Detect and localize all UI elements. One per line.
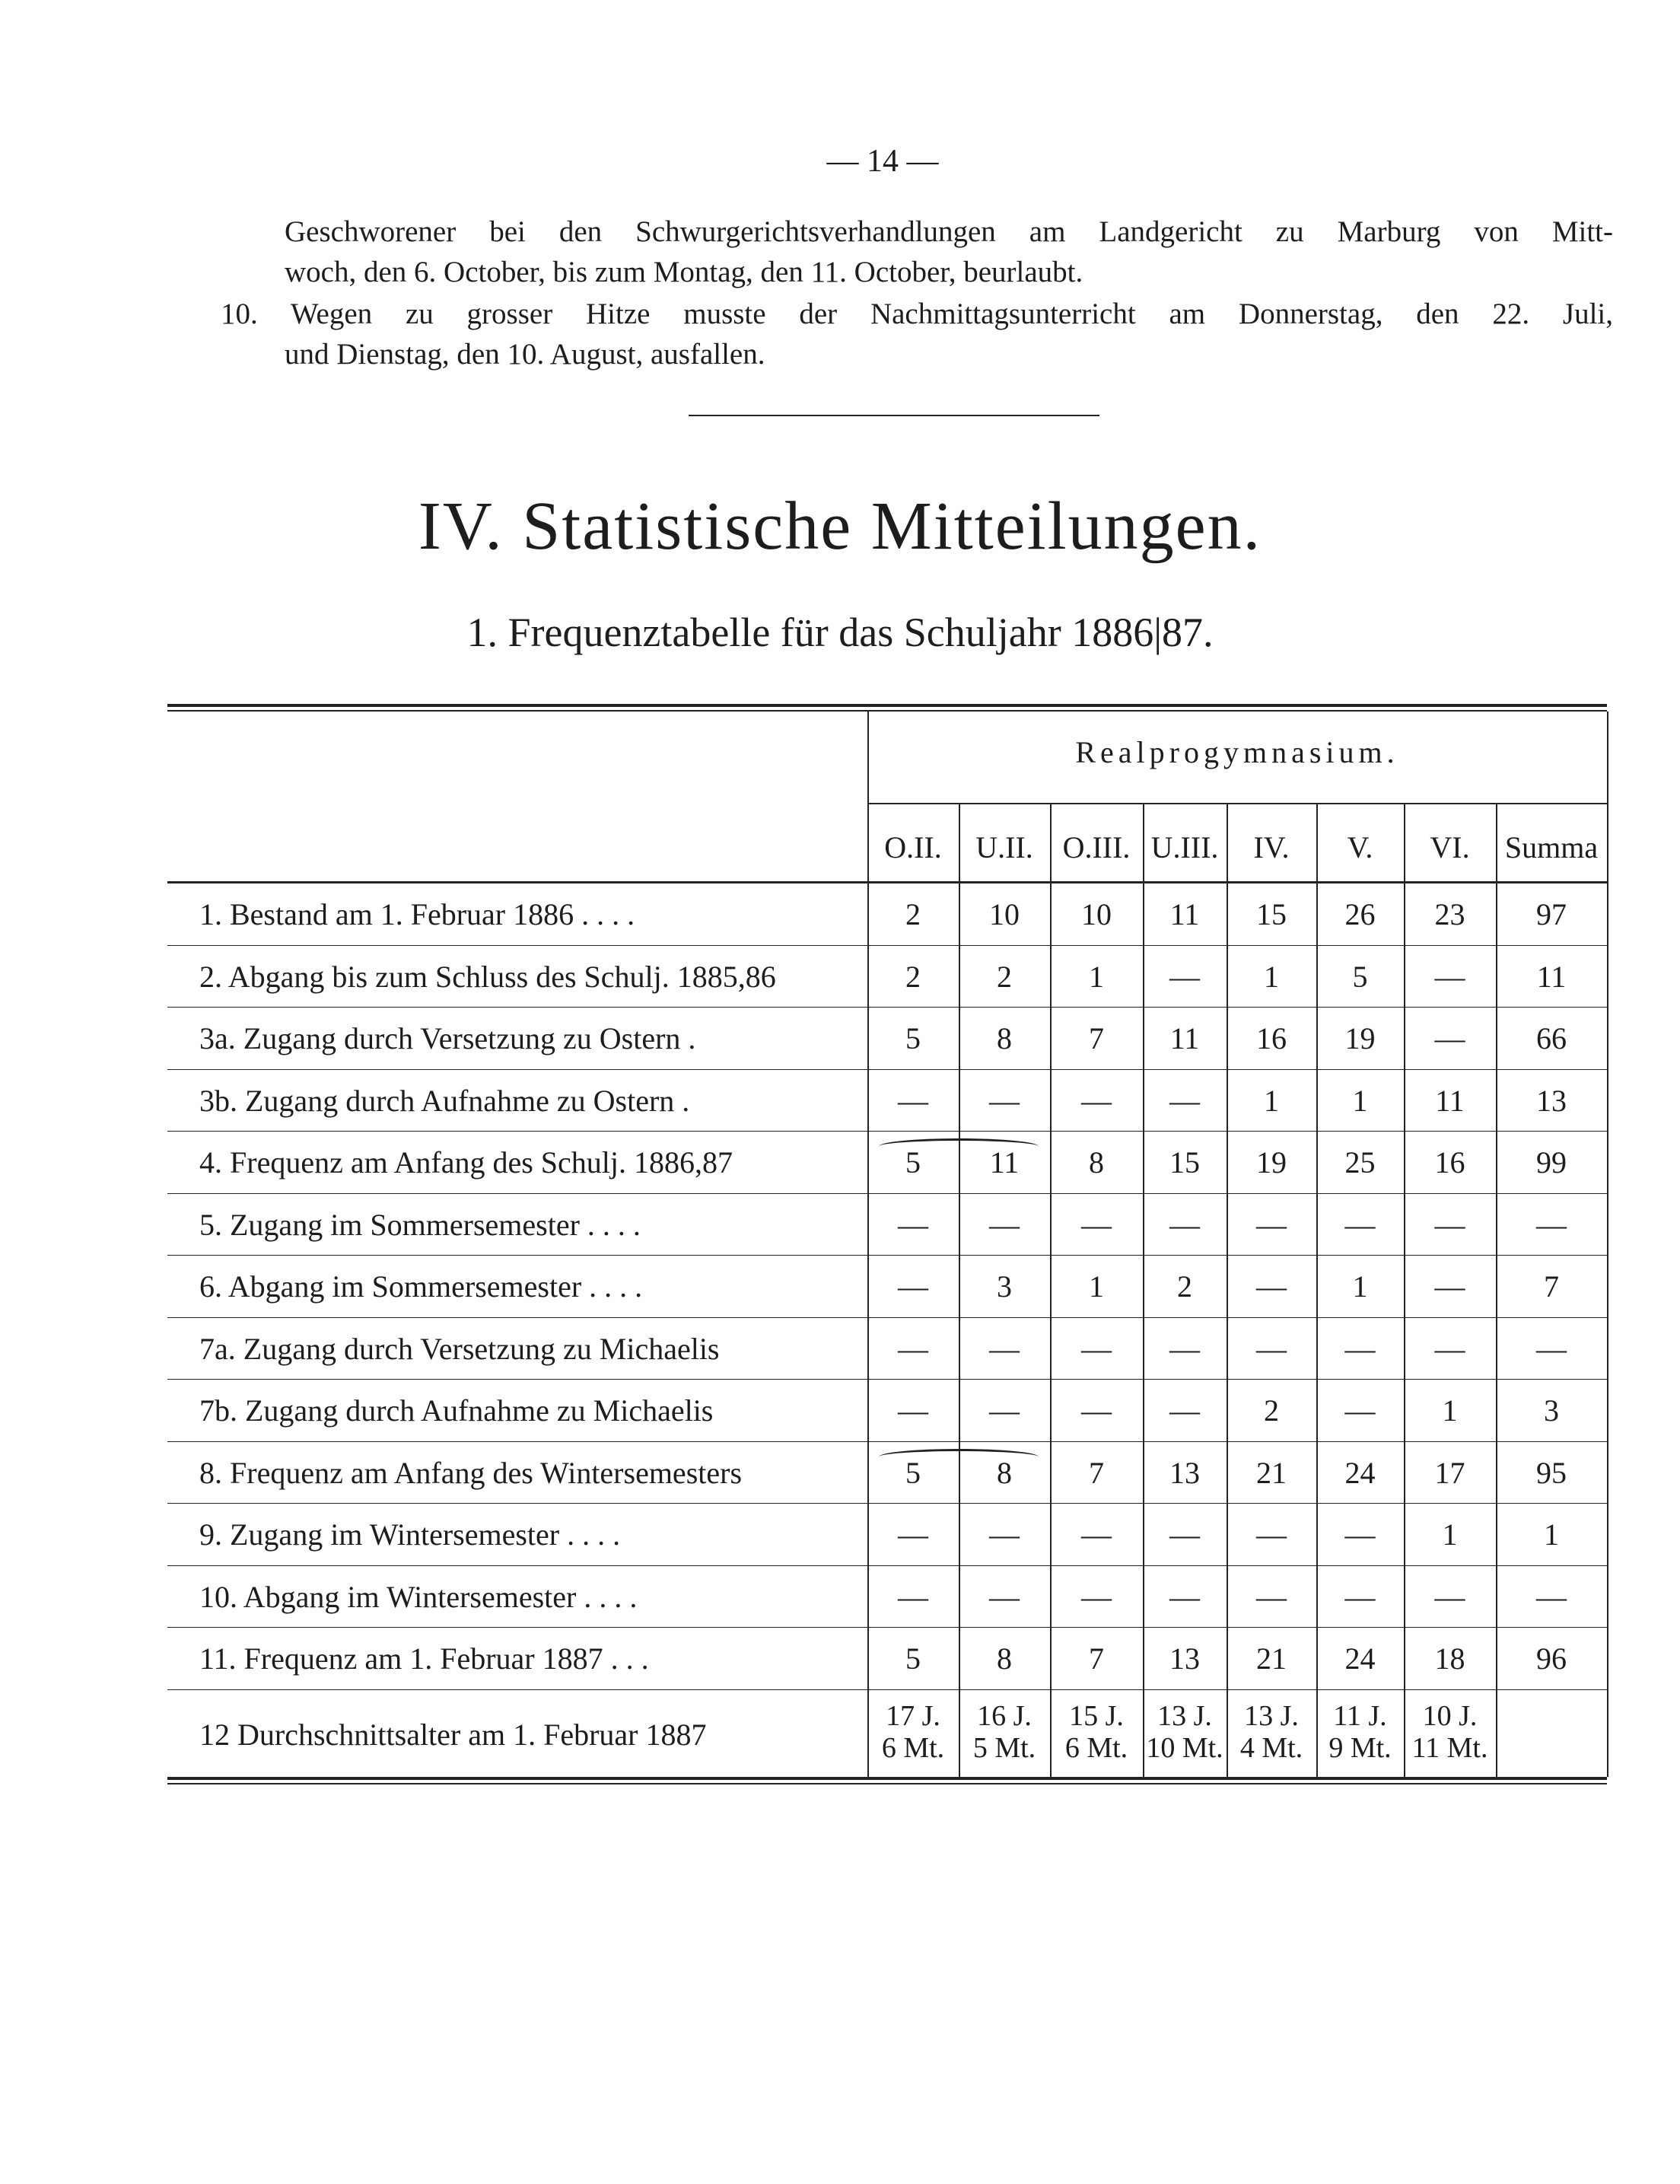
row-label: 10. Abgang im Wintersemester . . . . xyxy=(199,1579,638,1614)
table-cell: 10 xyxy=(1081,897,1112,931)
table-cell: — xyxy=(1344,1331,1376,1366)
column-header: Summa xyxy=(1504,830,1599,864)
table-cell: — xyxy=(989,1331,1020,1366)
row-label: 5. Zugang im Sommersemester . . . . xyxy=(199,1207,641,1242)
table-cell: — xyxy=(898,1269,928,1304)
table-cell: — xyxy=(1256,1517,1287,1552)
table-cell: 7 xyxy=(1089,1021,1104,1055)
age-cell xyxy=(1404,1700,1496,1764)
row-rule xyxy=(167,1069,1607,1070)
column-rule xyxy=(867,712,869,1777)
table-cell: 16 xyxy=(1434,1145,1465,1180)
table-bottom-rule xyxy=(167,1783,1607,1784)
table-cell: 95 xyxy=(1536,1455,1567,1490)
table-cell: 18 xyxy=(1434,1641,1465,1676)
table-cell: — xyxy=(1169,1579,1200,1614)
table-cell: — xyxy=(898,1517,928,1552)
table-cell: — xyxy=(1434,1021,1465,1055)
age-years: 13 J. xyxy=(1157,1699,1212,1732)
table-cell: 23 xyxy=(1434,897,1465,931)
age-cell xyxy=(1227,1700,1316,1764)
table-cell: 26 xyxy=(1344,897,1376,931)
brace-mark xyxy=(879,1449,1039,1465)
table-cell: 19 xyxy=(1344,1021,1376,1055)
table-cell: 5 xyxy=(905,1455,921,1490)
column-header: U.III. xyxy=(1150,830,1219,864)
table-cell: — xyxy=(1344,1579,1376,1614)
table-cell: — xyxy=(1536,1331,1567,1366)
table-cell: 16 xyxy=(1256,1021,1287,1055)
table-cell: 13 xyxy=(1536,1083,1567,1118)
table-cell: 97 xyxy=(1536,897,1567,931)
column-header: VI. xyxy=(1430,830,1470,864)
table-cell: — xyxy=(1434,1269,1465,1304)
table-cell: 5 xyxy=(905,1641,921,1676)
table-cell: — xyxy=(1434,1579,1465,1614)
page-number: — 14 — xyxy=(826,144,939,179)
age-years: 15 J. xyxy=(1069,1699,1124,1732)
age-cell xyxy=(867,1700,959,1764)
table-cell: 1 xyxy=(1352,1269,1368,1304)
table-cell: 24 xyxy=(1344,1641,1376,1676)
table-cell: — xyxy=(1081,1579,1112,1614)
table-cell: — xyxy=(1081,1083,1112,1118)
table-cell: — xyxy=(1434,1207,1465,1242)
age-cell xyxy=(1143,1700,1227,1764)
row-label: 6. Abgang im Sommersemester . . . . xyxy=(199,1269,643,1304)
table-cell: 5 xyxy=(905,1145,921,1180)
section-title: IV. Statistische Mitteilungen. xyxy=(418,489,1262,564)
row-rule xyxy=(167,1441,1607,1442)
table-cell: — xyxy=(898,1331,928,1366)
table-cell: 11 xyxy=(1536,959,1567,994)
table-cell: 11 xyxy=(1169,897,1200,931)
age-years: 16 J. xyxy=(977,1699,1032,1732)
table-cell: — xyxy=(1169,1207,1200,1242)
table-cell: — xyxy=(989,1517,1020,1552)
age-years: 13 J. xyxy=(1244,1699,1299,1732)
table-cell: — xyxy=(1536,1579,1567,1614)
column-header: IV. xyxy=(1253,830,1290,864)
row-label: 7b. Zugang durch Aufnahme zu Michaelis xyxy=(199,1393,714,1428)
column-header: V. xyxy=(1347,830,1373,864)
table-cell: 24 xyxy=(1344,1455,1376,1490)
table-cell: 7 xyxy=(1089,1455,1104,1490)
column-header: O.II. xyxy=(884,830,942,864)
table-cell: 5 xyxy=(1352,959,1368,994)
table-cell: 99 xyxy=(1536,1145,1567,1180)
table-cell: 1 xyxy=(1544,1517,1559,1552)
table-cell: 11 xyxy=(1435,1083,1465,1118)
table-cell: — xyxy=(898,1083,928,1118)
row-label: 12 Durchschnittsalter am 1. Februar 1887 xyxy=(199,1717,707,1752)
table-top-rule xyxy=(167,704,1607,707)
table-cell: — xyxy=(1169,1083,1200,1118)
table-cell: — xyxy=(1169,1517,1200,1552)
row-label: 2. Abgang bis zum Schluss des Schulj. 1885,86 xyxy=(199,959,776,994)
section-divider xyxy=(689,415,1099,416)
age-months: 9 Mt. xyxy=(1328,1731,1392,1764)
table-cell: — xyxy=(1256,1331,1287,1366)
age-months: 6 Mt. xyxy=(881,1731,945,1764)
row-rule xyxy=(167,1131,1607,1132)
table-cell: — xyxy=(989,1083,1020,1118)
table-cell: 5 xyxy=(905,1021,921,1055)
table-cell: 2 xyxy=(905,897,921,931)
column-header: U.II. xyxy=(975,830,1033,864)
table-cell: 3 xyxy=(1544,1393,1559,1428)
row-rule xyxy=(167,945,1607,946)
table-cell: 19 xyxy=(1256,1145,1287,1180)
age-years: 10 J. xyxy=(1422,1699,1478,1732)
table-cell: 1 xyxy=(1264,1083,1279,1118)
table-cell: — xyxy=(1081,1331,1112,1366)
paragraph-line: woch, den 6. October, bis zum Montag, den 11. October, beurlaubt. xyxy=(285,256,1083,288)
row-label: 4. Frequenz am Anfang des Schulj. 1886,87 xyxy=(199,1145,733,1180)
table-cell: 2 xyxy=(1177,1269,1192,1304)
table-cell: 2 xyxy=(905,959,921,994)
table-bottom-rule xyxy=(167,1777,1607,1780)
table-cell: 1 xyxy=(1442,1393,1458,1428)
age-months: 11 Mt. xyxy=(1411,1731,1488,1764)
table-cell: 66 xyxy=(1536,1021,1567,1055)
row-label: 1. Bestand am 1. Februar 1886 . . . . xyxy=(199,897,635,931)
table-cell: — xyxy=(989,1393,1020,1428)
row-label: 9. Zugang im Wintersemester . . . . xyxy=(199,1517,621,1552)
table-cell: 11 xyxy=(989,1145,1020,1180)
table-cell: 15 xyxy=(1169,1145,1200,1180)
table-cell: 25 xyxy=(1344,1145,1376,1180)
row-label: 3a. Zugang durch Versetzung zu Ostern . xyxy=(199,1021,696,1055)
table-cell: 10 xyxy=(989,897,1020,931)
table-cell: 2 xyxy=(997,959,1012,994)
table-cell: 17 xyxy=(1434,1455,1465,1490)
column-rule xyxy=(1607,712,1608,1777)
table-cell: 21 xyxy=(1256,1641,1287,1676)
row-label: 8. Frequenz am Anfang des Wintersemesters xyxy=(199,1455,743,1490)
table-cell: 15 xyxy=(1256,897,1287,931)
table-title: 1. Frequenztabelle für das Schuljahr 1886|87. xyxy=(466,610,1214,655)
table-top-rule xyxy=(167,710,1607,712)
table-cell: 8 xyxy=(997,1641,1012,1676)
table-cell: — xyxy=(898,1579,928,1614)
age-months: 10 Mt. xyxy=(1146,1731,1223,1764)
table-cell: 1 xyxy=(1352,1083,1368,1118)
table-cell: 1 xyxy=(1089,1269,1104,1304)
row-label: 11. Frequenz am 1. Februar 1887 . . . xyxy=(199,1641,649,1676)
row-rule xyxy=(167,1193,1607,1194)
table-cell: — xyxy=(1434,1331,1465,1366)
row-rule xyxy=(167,1627,1607,1628)
table-cell: — xyxy=(1081,1207,1112,1242)
table-cell: — xyxy=(1169,959,1200,994)
table-cell: 8 xyxy=(997,1021,1012,1055)
row-rule xyxy=(167,1379,1607,1380)
age-months: 5 Mt. xyxy=(972,1731,1036,1764)
table-cell: 8 xyxy=(1089,1145,1104,1180)
table-cell: 7 xyxy=(1544,1269,1559,1304)
frequency-table xyxy=(167,704,1607,1777)
age-cell xyxy=(959,1700,1050,1764)
table-cell: — xyxy=(1344,1517,1376,1552)
table-cell: 96 xyxy=(1536,1641,1567,1676)
table-cell: 3 xyxy=(997,1269,1012,1304)
table-cell: — xyxy=(1536,1207,1567,1242)
table-cell: — xyxy=(898,1207,928,1242)
age-years: 11 J. xyxy=(1333,1699,1387,1732)
paragraph-line: 10. Wegen zu grosser Hitze musste der Nachmittagsunterricht am Donnerstag, den 22. Juli, xyxy=(221,298,1613,330)
paragraph-line: Geschworener bei den Schwurgerichtsverhandlungen am Landgericht zu Marburg von Mitt- xyxy=(285,215,1613,248)
age-months: 4 Mt. xyxy=(1239,1731,1303,1764)
table-cell: 7 xyxy=(1089,1641,1104,1676)
age-years: 17 J. xyxy=(886,1699,940,1732)
table-cell: — xyxy=(1256,1579,1287,1614)
age-cell xyxy=(1316,1700,1404,1764)
table-cell: — xyxy=(1256,1207,1287,1242)
table-cell: 21 xyxy=(1256,1455,1287,1490)
table-cell: — xyxy=(1344,1393,1376,1428)
table-cell: 8 xyxy=(997,1455,1012,1490)
row-label: 3b. Zugang durch Aufnahme zu Ostern . xyxy=(199,1083,690,1118)
table-cell: — xyxy=(1169,1393,1200,1428)
table-cell: 1 xyxy=(1264,959,1279,994)
table-cell: — xyxy=(989,1207,1020,1242)
column-header: O.III. xyxy=(1062,830,1131,864)
table-cell: — xyxy=(1344,1207,1376,1242)
table-cell: — xyxy=(989,1579,1020,1614)
brace-mark xyxy=(879,1138,1039,1154)
row-rule xyxy=(167,1255,1607,1256)
table-cell: 1 xyxy=(1089,959,1104,994)
header-rule xyxy=(167,881,1607,883)
table-cell: — xyxy=(1169,1331,1200,1366)
row-label: 7a. Zugang durch Versetzung zu Michaelis xyxy=(199,1331,720,1366)
row-rule xyxy=(167,1007,1607,1008)
table-cell: 13 xyxy=(1169,1455,1200,1490)
row-rule xyxy=(167,1317,1607,1318)
table-cell: 13 xyxy=(1169,1641,1200,1676)
paragraph-line: und Dienstag, den 10. August, ausfallen. xyxy=(285,338,765,371)
row-rule xyxy=(167,1565,1607,1566)
age-cell xyxy=(1050,1700,1143,1764)
table-cell: — xyxy=(1434,959,1465,994)
table-cell: 2 xyxy=(1264,1393,1279,1428)
row-rule xyxy=(167,1503,1607,1504)
table-cell: — xyxy=(1081,1393,1112,1428)
table-cell: — xyxy=(898,1393,928,1428)
age-months: 6 Mt. xyxy=(1064,1731,1128,1764)
table-cell: 11 xyxy=(1169,1021,1200,1055)
table-cell: — xyxy=(1081,1517,1112,1552)
table-cell: 1 xyxy=(1442,1517,1458,1552)
row-rule xyxy=(167,1689,1607,1690)
group-header: Realprogymnasium. xyxy=(1075,735,1399,769)
table-cell: — xyxy=(1256,1269,1287,1304)
